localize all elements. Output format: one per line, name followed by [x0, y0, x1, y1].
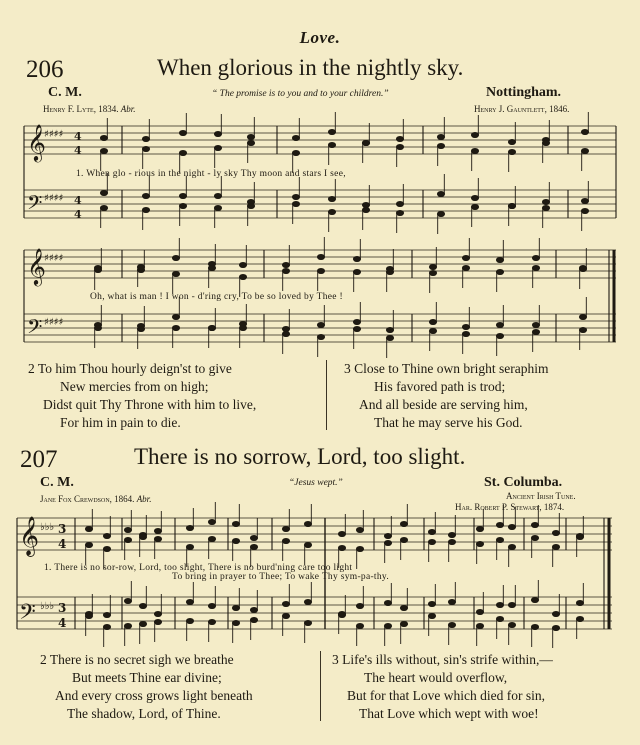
time-signature: 4 — [58, 616, 67, 630]
note-head — [85, 613, 92, 618]
note-head — [576, 534, 583, 539]
note-head — [186, 599, 193, 604]
time-signature: 4 — [58, 537, 67, 551]
tune-name: Nottingham. — [486, 85, 562, 100]
lyrics-line-1-second: To bring in prayer to Thee; To wake Thy sym-pa-thy. — [172, 572, 390, 582]
note-head — [139, 534, 146, 539]
note-head — [356, 603, 363, 608]
hymn-number: 207 — [20, 446, 58, 473]
note-head — [304, 521, 311, 526]
bass-clef-icon: 𝄢 — [19, 600, 36, 630]
author-abr: Abr. — [120, 104, 136, 114]
verse-line: New mercies from on high; — [60, 379, 209, 394]
time-signature: 4 — [74, 194, 82, 207]
note-head — [186, 525, 193, 530]
note-head — [496, 616, 503, 621]
verse-line: The heart would overflow, — [364, 670, 508, 685]
verse-number: 2 — [28, 361, 35, 376]
time-signature: 4 — [74, 130, 82, 143]
note-head — [85, 542, 92, 547]
note-head — [552, 625, 559, 630]
note-head — [476, 526, 483, 531]
note-head — [103, 533, 110, 538]
note-head — [552, 530, 559, 535]
verse-line: For him in pain to die. — [60, 415, 181, 430]
note-head — [428, 539, 435, 544]
note-head — [338, 531, 345, 536]
key-signature-icon: ♭♭♭ — [40, 601, 55, 612]
meter: C. M. — [40, 475, 74, 490]
note-head — [552, 544, 559, 549]
note-head — [282, 538, 289, 543]
note-head — [384, 600, 391, 605]
note-head — [208, 619, 215, 624]
verse-line: But meets Thine ear divine; — [72, 670, 222, 685]
verse-line: The shadow, Lord, of Thine. — [67, 706, 221, 721]
author-name: Jane Fox Crewdson, 1864. — [40, 494, 135, 504]
note-head — [103, 624, 110, 629]
epigraph: “Jesus wept.” — [289, 478, 343, 488]
note-head — [208, 519, 215, 524]
verse-line: His favored path is trod; — [374, 379, 506, 394]
note-head — [384, 533, 391, 538]
verse-divider — [320, 651, 321, 721]
verse-number: 2 — [40, 652, 47, 667]
treble-clef-icon: 𝄞 — [27, 247, 46, 285]
note-head — [531, 522, 538, 527]
note-head — [448, 622, 455, 627]
note-head — [428, 613, 435, 618]
key-signature-icon: ♯♯♯♯ — [44, 317, 64, 328]
note-head — [232, 538, 239, 543]
note-head — [338, 545, 345, 550]
composer-credit: Henry J. Gauntlett, 1846. — [474, 104, 570, 114]
note-head — [496, 522, 503, 527]
verse-line: Didst quit Thy Throne with him to live, — [43, 397, 257, 412]
time-signature: 4 — [74, 144, 82, 157]
key-signature-icon: ♯♯♯♯ — [44, 129, 64, 140]
note-head — [356, 527, 363, 532]
note-head — [282, 613, 289, 618]
note-head — [400, 621, 407, 626]
note-head — [576, 600, 583, 605]
note-head — [428, 529, 435, 534]
note-head — [124, 598, 131, 603]
note-head — [531, 597, 538, 602]
treble-clef-icon: 𝄞 — [19, 516, 40, 556]
note-head — [338, 611, 345, 616]
note-head — [232, 521, 239, 526]
note-head — [154, 528, 161, 533]
lyrics-line-1: 1. When glo - rious in the night - ly sky Thy moon and stars I see, — [76, 169, 346, 179]
tune-source: Ancient Irish Tune. — [506, 491, 576, 501]
note-head — [448, 532, 455, 537]
note-head — [448, 599, 455, 604]
note-head — [250, 617, 257, 622]
time-signature: 3 — [58, 601, 67, 615]
verse-line: And every cross grows light beneath — [55, 688, 253, 703]
note-head — [356, 623, 363, 628]
note-head — [384, 623, 391, 628]
note-head — [552, 611, 559, 616]
epigraph: “ The promise is to you and to your children.” — [212, 89, 389, 99]
note-head — [476, 541, 483, 546]
verse-line: Close to Thine own bright seraphim — [354, 361, 549, 376]
note-head — [304, 599, 311, 604]
key-signature-icon: ♯♯♯♯ — [44, 253, 64, 264]
lyrics-line-2: Oh, what is man ! I won - d'ring cry, To be so loved by Thee ! — [90, 292, 343, 302]
time-signature: 4 — [74, 208, 82, 221]
note-head — [154, 619, 161, 624]
note-head — [496, 602, 503, 607]
note-head — [400, 537, 407, 542]
verse-line: That he may serve his God. — [374, 415, 523, 430]
note-head — [124, 537, 131, 542]
time-signature: 3 — [58, 522, 67, 536]
note-head — [124, 623, 131, 628]
verse-line: But for that Love which died for sin, — [347, 688, 545, 703]
verse-number: 3 — [332, 652, 339, 667]
hymn-title: There is no sorrow, Lord, too slight. — [134, 444, 466, 469]
note-head — [103, 546, 110, 551]
note-head — [428, 601, 435, 606]
note-head — [208, 603, 215, 608]
bass-clef-icon: 𝄢 — [27, 191, 43, 219]
note-head — [531, 535, 538, 540]
note-head — [304, 542, 311, 547]
note-head — [85, 526, 92, 531]
author-name: Henry F. Lyte, 1834. — [43, 104, 119, 114]
verse-2 — [40, 651, 253, 723]
verse-3 — [332, 651, 553, 723]
verse-number: 3 — [344, 361, 351, 376]
note-head — [476, 623, 483, 628]
note-head — [476, 609, 483, 614]
note-head — [508, 524, 515, 529]
note-head — [384, 540, 391, 545]
note-head — [508, 602, 515, 607]
hymn-number: 206 — [26, 56, 64, 83]
note-head — [400, 521, 407, 526]
author-abr: Abr. — [136, 494, 152, 504]
note-head — [282, 526, 289, 531]
note-head — [250, 607, 257, 612]
note-head — [154, 611, 161, 616]
note-head — [232, 620, 239, 625]
verse-line: And all beside are serving him, — [359, 397, 528, 412]
note-head — [508, 622, 515, 627]
note-head — [124, 527, 131, 532]
key-signature-icon: ♯♯♯♯ — [44, 193, 64, 204]
note-head — [282, 601, 289, 606]
note-head — [576, 616, 583, 621]
verse-line: That Love which wept with woe! — [359, 706, 539, 721]
meter: C. M. — [48, 85, 82, 100]
note-head — [250, 544, 257, 549]
verse-line: To him Thou hourly deign'st to give — [37, 361, 232, 376]
note-head — [508, 544, 515, 549]
note-head — [448, 539, 455, 544]
note-head — [186, 544, 193, 549]
note-head — [208, 536, 215, 541]
lyrics-line-1: 1. There is no sor-row, Lord, too slight, There is no burd'ning care too light — [44, 563, 353, 573]
note-head — [232, 605, 239, 610]
note-head — [154, 536, 161, 541]
note-head — [304, 620, 311, 625]
note-head — [186, 618, 193, 623]
key-signature-icon: ♭♭♭ — [40, 522, 55, 533]
verse-line: There is no secret sigh we breathe — [49, 652, 234, 667]
note-head — [139, 621, 146, 626]
note-head — [496, 537, 503, 542]
note-head — [103, 612, 110, 617]
note-head — [356, 546, 363, 551]
note-head — [531, 624, 538, 629]
bass-clef-icon: 𝄢 — [27, 315, 43, 343]
harmonizer-credit: Har. Robert P. Stewart, 1874. — [455, 502, 565, 512]
verse-line: Life's ills without, sin's strife within,— — [342, 652, 553, 667]
note-head — [250, 535, 257, 540]
note-head — [139, 603, 146, 608]
tune-name: St. Columba. — [484, 475, 563, 490]
section-title: Love. — [299, 28, 341, 47]
treble-clef-icon: 𝄞 — [27, 123, 46, 161]
note-head — [400, 605, 407, 610]
hymn-title: When glorious in the nightly sky. — [157, 55, 464, 80]
